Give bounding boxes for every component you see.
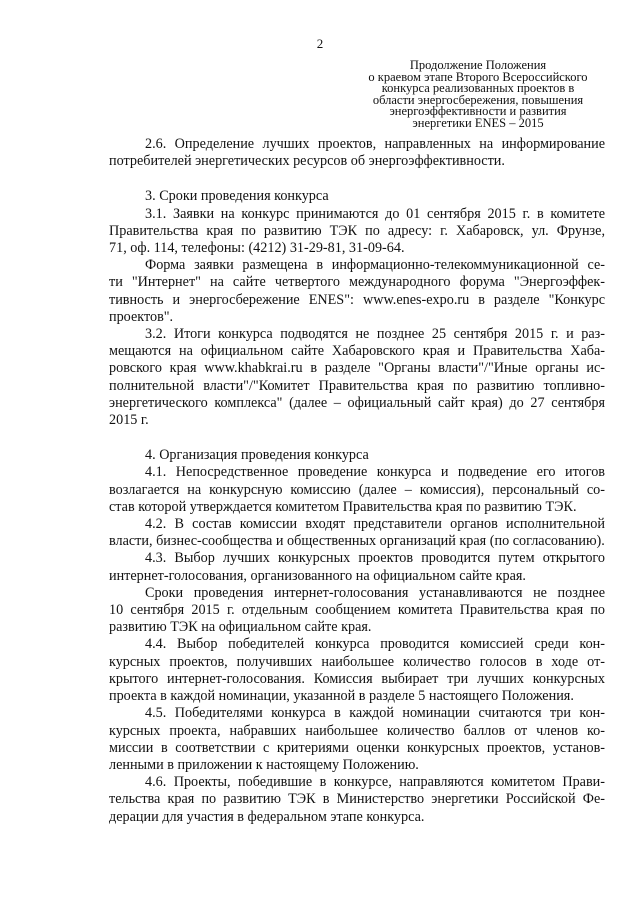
document-header [360,60,596,129]
text-line: 4.6. Проекты, победившие в конкурсе, направляются комитетом Прави- [145,774,605,791]
text-line: став которой утверждается комитетом Правительства края по развитию ТЭК. [109,498,577,515]
text-line: 4.3. Выбор лучших конкурсных проектов проводится путем открытого [145,550,605,567]
text-line: 4.1. Непосредственное проведение конкурса и подведение его итогов [145,464,605,481]
text-line: тивность и энергосбережение ENES": www.enes-expo.ru в разделе "Конкурс [109,291,605,308]
text-line: Правительства края по развитию ТЭК по адресу: г. Хабаровск, ул. Фрунзе, [109,222,605,239]
text-line: тельства края по развитию ТЭК в Министерство энергетики Российской Фе- [109,791,605,808]
text-line: ровского края www.khabkrai.ru в разделе "Органы власти"/"Иные органы ис- [109,360,605,377]
text-line: Сроки проведения интернет-голосования устанавливаются не позднее [145,584,605,601]
header-line: конкурса реализованных проектов в [381,81,575,95]
text-line: Форма заявки размещена в информационно-телекоммуникационной се- [145,257,605,274]
section-title: 3. Сроки проведения конкурса [145,188,329,205]
text-line: власти, бизнес-сообщества и общественных организаций края (по согласованию). [109,533,605,550]
paragraph-4-2 [109,516,605,550]
paragraph-application-form [109,257,605,326]
paragraph-4-1 [109,464,605,516]
text-line: 71, оф. 114, телефоны: (4212) 31-29-81, 31-09-64. [109,240,405,257]
header-line: о краевом этапе Второго Всероссийского [368,69,588,84]
paragraph-4-4 [109,636,605,705]
section-heading-4 [109,447,605,464]
text-line: 3.2. Итоги конкурса подводятся не позднее 25 сентября 2015 г. и раз- [145,326,605,343]
document-body [109,136,605,826]
paragraph-4-3 [109,550,605,584]
paragraph-4-5 [109,705,605,774]
text-line: 3.1. Заявки на конкурс принимаются до 01 сентября 2015 г. в комитете [145,205,605,222]
text-line: ленными в приложении к настоящему Положению. [109,756,419,773]
header-line: энергоэффективности и развития [389,104,567,118]
text-line: полнительной власти"/"Комитет Правительства края по развитию топливно- [109,377,605,394]
section-title: 4. Организация проведения конкурса [145,447,369,464]
text-line: мещаются на официальном сайте Хабаровского края и Правительства Хаба- [109,343,605,360]
text-line: проекта в каждой номинации, указанной в разделе 5 настоящего Положения. [109,688,574,705]
text-line: курсных проекта, набравших наибольшее количество баллов от членов ко- [109,722,605,739]
paragraph-2-6 [109,136,605,170]
text-line: потребителей энергетических ресурсов об энергоэффективности. [109,153,505,170]
text-line: миссии в соответствии с критериями оценки конкурсных проектов, установ- [109,739,605,756]
text-line: ти "Интернет" на сайте четвертого международного форума "Энергоэффек- [109,274,605,291]
text-line: проектов". [109,308,174,325]
text-line: 4.5. Победителями конкурса в каждой номинации считаются три кон- [145,705,605,722]
text-line: курсных проектов, получивших наибольшее количество голосов в ходе от- [109,653,605,670]
text-line: возлагается на конкурсную комиссию (далее – комиссия), персональный со- [109,481,605,498]
header-line: области энергосбережения, повышения [372,92,584,107]
paragraph-3-2 [109,326,605,429]
page-number: 2 [316,36,324,51]
header-line: энергетики ENES – 2015 [412,115,544,130]
text-line: 2015 г. [109,412,149,429]
paragraph-3-1 [109,206,605,258]
paragraph-voting-terms [109,585,605,637]
text-line: крытого интернет-голосования. Комиссия выбирает три лучших конкурсных [109,670,605,687]
text-line: 4.4. Выбор победителей конкурса проводится комиссией среди кон- [145,636,605,653]
text-line: 4.2. В состав комиссии входят представители органов исполнительной [145,516,605,533]
text-line: развитию ТЭК на официальном сайте края. [109,619,372,636]
text-line: 10 сентября 2015 г. отдельным сообщением комитета Правительства края по [109,602,605,619]
text-line: интернет-голосования, организованного на официальном сайте края. [109,567,526,584]
text-line: дерации для участия в федеральном этапе конкурса. [109,808,425,825]
text-line: энергетического комплекса" (далее – официальный сайт края) до 27 сентября [109,394,605,411]
text-line: 2.6. Определение лучших проектов, направленных на информирование [145,136,605,152]
section-heading-3 [109,188,605,205]
header-line: Продолжение Положения [409,58,547,72]
paragraph-4-6 [109,774,605,826]
